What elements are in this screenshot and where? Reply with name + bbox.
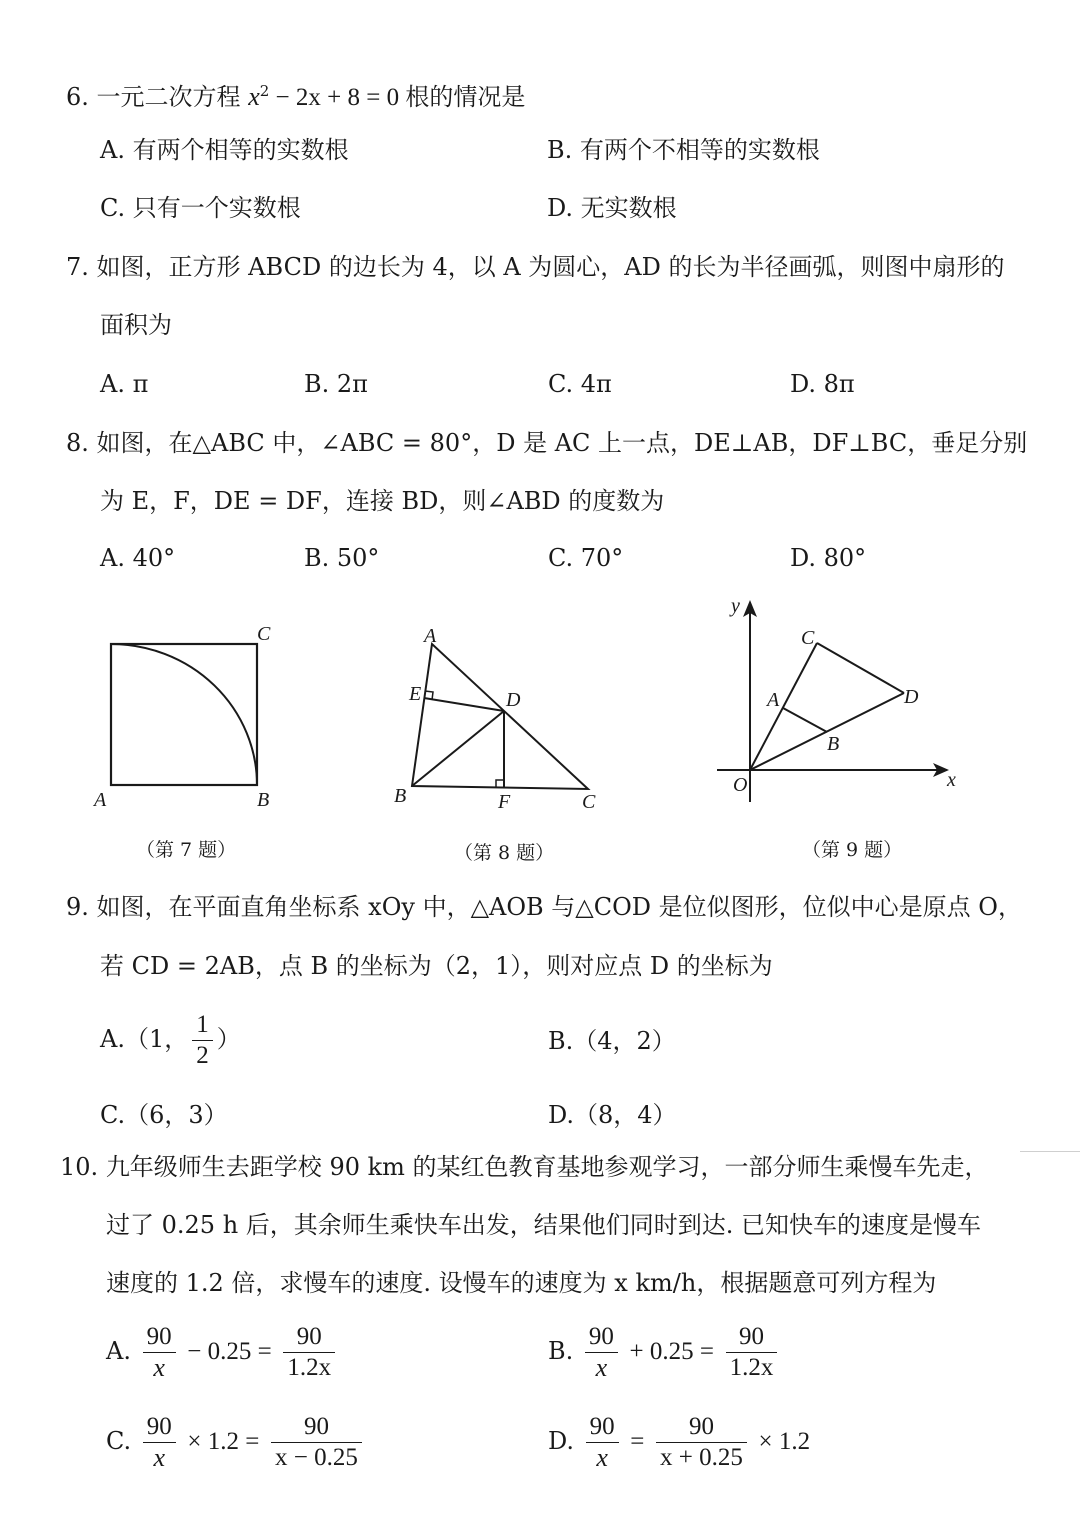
q10-d-d1: x bbox=[596, 1443, 608, 1472]
q10-a-d1: x bbox=[153, 1353, 165, 1382]
q10-d-tail: × 1.2 bbox=[758, 1428, 811, 1455]
q10-b-n1: 90 bbox=[585, 1322, 618, 1353]
q10-option-c[interactable] bbox=[106, 1412, 366, 1473]
fig7-caption: （第 7 题） bbox=[136, 839, 237, 861]
q10-a-frac1 bbox=[143, 1322, 176, 1383]
q10-d-d2: x + 0.25 bbox=[660, 1444, 743, 1471]
fig9-label-o: O bbox=[733, 774, 748, 796]
q9-option-a-num: 1 bbox=[192, 1010, 213, 1041]
q10-a-label: A. bbox=[106, 1337, 131, 1365]
q10-b-n2: 90 bbox=[726, 1322, 778, 1353]
q10-line1 bbox=[60, 1150, 989, 1184]
q8-option-d[interactable]: D. 80° bbox=[790, 544, 867, 572]
q7-option-b[interactable]: B. 2π bbox=[304, 370, 368, 398]
q10-line3: 速度的 1.2 倍，求慢车的速度. 设慢车的速度为 x km/h，根据题意可列方程为 bbox=[106, 1269, 937, 1297]
q6-option-b[interactable]: B. 有两个不相等的实数根 bbox=[547, 136, 820, 164]
q7-number: 7. bbox=[66, 253, 89, 281]
q10-b-label: B. bbox=[548, 1337, 574, 1365]
q7-line2: 面积为 bbox=[100, 311, 172, 339]
fig7-label-a: A bbox=[94, 789, 107, 811]
q6-eq-x: x bbox=[248, 82, 260, 111]
fig8-label-c: C bbox=[582, 791, 596, 813]
q9-option-a-post: ） bbox=[216, 1025, 241, 1053]
q8-line1 bbox=[66, 426, 1027, 460]
q7-line1 bbox=[66, 250, 1005, 284]
q10-d-n1: 90 bbox=[586, 1412, 619, 1443]
q10-option-d[interactable] bbox=[548, 1412, 810, 1473]
q10-a-op: − 0.25 = bbox=[187, 1338, 272, 1365]
q6-eq-sup: 2 bbox=[259, 82, 270, 100]
q9-option-d[interactable]: D.（8，4） bbox=[548, 1101, 677, 1129]
q10-d-frac1 bbox=[586, 1412, 619, 1473]
q6-option-d[interactable]: D. 无实数根 bbox=[547, 194, 677, 222]
q10-b-d1: x bbox=[595, 1353, 608, 1382]
q9-text1: 如图，在平面直角坐标系 xOy 中，△AOB 与△COD 是位似图形，位似中心是原点 O， bbox=[96, 893, 1022, 921]
q10-c-op: × 1.2 = bbox=[187, 1428, 260, 1455]
q6-stem-pre: 一元二次方程 bbox=[96, 83, 249, 111]
fig7-arc bbox=[111, 644, 257, 785]
q10-option-b[interactable] bbox=[548, 1322, 781, 1383]
q10-c-d1: x bbox=[153, 1443, 166, 1472]
fig7-square bbox=[111, 644, 257, 785]
q10-line2: 过了 0.25 h 后，其余师生乘快车出发，结果他们同时到达. 已知快车的速度是慢车 bbox=[106, 1211, 982, 1239]
q9-number: 9. bbox=[66, 893, 89, 921]
figure-7 bbox=[86, 618, 286, 818]
q10-option-a[interactable] bbox=[106, 1322, 339, 1383]
q10-b-d2: 1.2x bbox=[729, 1354, 774, 1381]
fig8-segment-bd bbox=[412, 711, 504, 786]
q6-number: 6. bbox=[66, 83, 89, 111]
q10-c-n2: 90 bbox=[271, 1412, 362, 1443]
q10-c-n1: 90 bbox=[143, 1412, 176, 1443]
q9-option-a-pre: A.（1， bbox=[100, 1025, 189, 1053]
q10-d-label: D. bbox=[548, 1427, 575, 1455]
q10-a-n2: 90 bbox=[283, 1322, 335, 1353]
q9-option-a-den: 2 bbox=[196, 1042, 209, 1069]
q8-number: 8. bbox=[66, 429, 89, 457]
figure-8 bbox=[386, 618, 616, 818]
q6-eq-rest: − 2x + 8 = 0 bbox=[269, 84, 406, 111]
q10-c-frac1 bbox=[143, 1412, 176, 1473]
q8-option-a[interactable]: A. 40° bbox=[100, 544, 176, 572]
fig8-label-f: F bbox=[498, 791, 511, 813]
fig8-label-b: B bbox=[394, 785, 407, 807]
q8-option-b[interactable]: B. 50° bbox=[304, 544, 380, 572]
q10-d-n2: 90 bbox=[656, 1412, 747, 1443]
fig9-caption: （第 9 题） bbox=[802, 839, 903, 861]
fig9-label-d: D bbox=[904, 686, 919, 708]
q10-number: 10. bbox=[60, 1153, 99, 1181]
fig9-label-y: y bbox=[731, 595, 740, 617]
q9-option-c[interactable]: C.（6，3） bbox=[100, 1101, 228, 1129]
q7-option-c[interactable]: C. 4π bbox=[548, 370, 612, 398]
q9-option-a[interactable] bbox=[100, 1010, 241, 1071]
q9-option-b[interactable]: B.（4，2） bbox=[548, 1027, 676, 1055]
q8-text1: 如图，在△ABC 中，∠ABC = 80°，D 是 AC 上一点，DE⊥AB，DF⊥BC，垂足分别 bbox=[96, 429, 1028, 457]
q10-a-d2: 1.2x bbox=[287, 1354, 332, 1381]
fig8-label-e: E bbox=[409, 683, 422, 705]
figure-9 bbox=[715, 590, 975, 805]
fig9-label-a: A bbox=[767, 689, 780, 711]
fig8-caption: （第 8 题） bbox=[454, 842, 555, 864]
fig9-label-x: x bbox=[947, 769, 956, 791]
q10-c-frac2 bbox=[271, 1412, 362, 1473]
fig8-label-d: D bbox=[506, 689, 521, 711]
q9-line1 bbox=[66, 890, 1022, 924]
q7-option-d[interactable]: D. 8π bbox=[790, 370, 855, 398]
q6-option-a[interactable]: A. 有两个相等的实数根 bbox=[100, 136, 349, 164]
page-edge-line bbox=[1020, 1151, 1080, 1152]
fig9-label-b: B bbox=[827, 733, 840, 755]
fig8-label-a: A bbox=[424, 625, 437, 647]
q7-text1: 如图，正方形 ABCD 的边长为 4，以 A 为圆心，AD 的长为半径画弧，则图中扇形的 bbox=[96, 253, 1005, 281]
fig7-label-c: C bbox=[257, 623, 271, 645]
q9-line2: 若 CD = 2AB，点 B 的坐标为（2，1），则对应点 D 的坐标为 bbox=[100, 952, 773, 980]
fig8-triangle bbox=[412, 644, 588, 789]
q10-b-op: + 0.25 = bbox=[629, 1338, 714, 1365]
q10-b-frac1 bbox=[585, 1322, 618, 1383]
q8-option-c[interactable]: C. 70° bbox=[548, 544, 624, 572]
q10-b-frac2 bbox=[726, 1322, 778, 1383]
q10-d-op: = bbox=[630, 1428, 645, 1455]
q6-option-c[interactable]: C. 只有一个实数根 bbox=[100, 194, 301, 222]
q10-c-d2: x − 0.25 bbox=[275, 1444, 358, 1471]
q8-line2: 为 E，F，DE = DF，连接 BD，则∠ABD 的度数为 bbox=[100, 487, 665, 515]
q10-c-label: C. bbox=[106, 1427, 132, 1455]
q10-a-frac2 bbox=[283, 1322, 335, 1383]
q6-stem-post: 根的情况是 bbox=[405, 83, 526, 111]
q10-d-frac2 bbox=[656, 1412, 747, 1473]
fig7-label-b: B bbox=[257, 789, 270, 811]
fig9-segment-cd bbox=[817, 643, 904, 693]
fig9-segment-oc bbox=[750, 643, 817, 770]
q9-option-a-fraction bbox=[192, 1010, 213, 1071]
q10-text1: 九年级师生去距学校 90 km 的某红色教育基地参观学习，一部分师生乘慢车先走， bbox=[105, 1153, 989, 1181]
fig9-label-c: C bbox=[801, 627, 815, 649]
q7-option-a[interactable]: A. π bbox=[100, 370, 149, 398]
q6-stem bbox=[66, 74, 525, 115]
fig9-segment-ab bbox=[783, 708, 827, 732]
q10-a-n1: 90 bbox=[143, 1322, 176, 1353]
